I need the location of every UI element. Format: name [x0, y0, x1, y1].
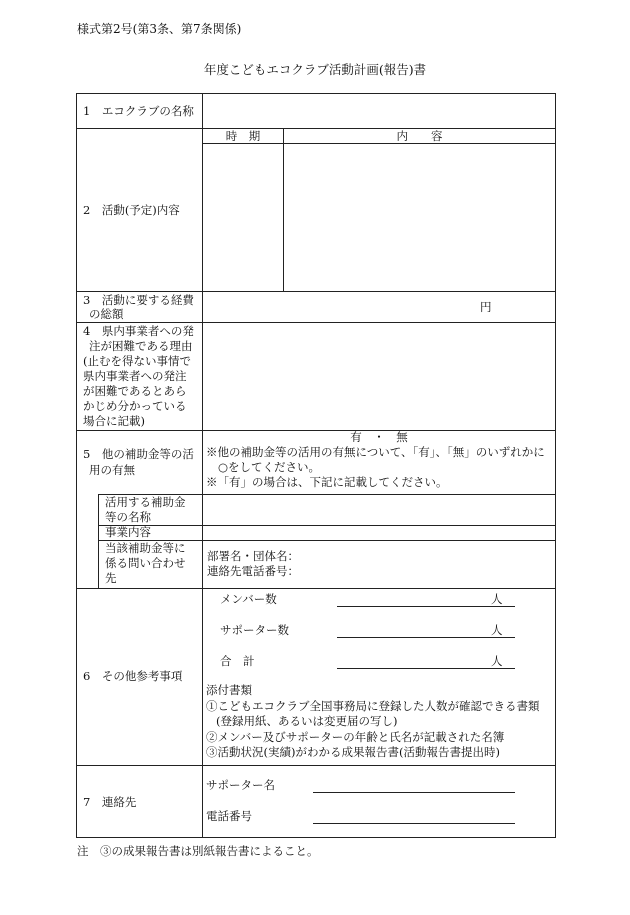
- page-title: 年度こどもエコクラブ活動計画(報告)書: [203, 62, 427, 77]
- supporter-name-label: サポーター名: [206, 778, 275, 792]
- total-cost-label: [83, 293, 194, 321]
- content-field[interactable]: [284, 144, 555, 291]
- inquiry-label-line: 当該補助金等に: [105, 541, 186, 555]
- supporter-unit: 人: [491, 623, 503, 637]
- department-field[interactable]: 部署名・団体名：: [207, 549, 299, 563]
- attachments-list: [206, 683, 540, 761]
- total-cost-label-line: 3 活動に要する経費: [83, 293, 194, 307]
- row-divider: [77, 588, 555, 589]
- subsidy-name-field[interactable]: [203, 495, 555, 525]
- supporter-count-field[interactable]: [337, 637, 515, 638]
- reason-label-line: かじめ分かっている: [83, 399, 187, 413]
- subsidy-name-label-line: 活用する補助金: [105, 495, 186, 509]
- reason-label-line: 県内事業者への発注: [83, 369, 187, 383]
- phone-field[interactable]: [313, 823, 515, 824]
- period-field[interactable]: [203, 144, 283, 291]
- phone-label: 電話番号: [206, 809, 252, 823]
- row-divider: [77, 765, 555, 766]
- project-content-label: 事業内容: [105, 525, 151, 539]
- inquiry-fields[interactable]: [207, 549, 299, 579]
- other-subsidy-label-line: 5 他の補助金等の活: [83, 447, 194, 461]
- subsidy-note-line: ○をしてください。: [218, 460, 321, 474]
- inquiry-label-line: 先: [105, 571, 117, 585]
- inquiry-label-line: 係る問い合わせ: [105, 556, 186, 570]
- form-table: [76, 93, 556, 838]
- club-name-field[interactable]: [203, 94, 555, 128]
- member-count-label: メンバー数: [220, 592, 277, 606]
- total-cost-field[interactable]: [203, 292, 555, 322]
- other-subsidy-label-line: 用の有無: [89, 463, 135, 477]
- reference-label: 6 その他参考事項: [83, 669, 183, 683]
- subsidy-note: [206, 445, 545, 490]
- other-subsidy-label: [83, 446, 194, 478]
- project-content-field[interactable]: [203, 526, 555, 540]
- subsidy-note-line: ※「有」の場合は、下記に記載してください。: [206, 475, 448, 489]
- supporter-count-label: サポーター数: [220, 623, 289, 637]
- reason-label-line: 場合に記載): [83, 414, 145, 428]
- attachment-item: ③活動状況(実績)がわかる成果報告書(活動報告書提出時): [206, 745, 500, 759]
- activity-content-label: 2 活動(予定)内容: [83, 203, 180, 217]
- total-unit: 人: [491, 654, 503, 668]
- reason-label-line: 注が困難である理由: [89, 339, 193, 353]
- subsidy-name-label-line: 等の名称: [105, 510, 151, 524]
- contact-label: 7 連絡先: [83, 795, 137, 809]
- reason-label: [83, 324, 194, 429]
- reason-label-line: 4 県内事業者への発: [83, 324, 194, 338]
- reason-label-line: が困難であるとあら: [83, 384, 187, 398]
- period-header: 時 期: [225, 129, 261, 143]
- reason-label-line: (止むを得ない事情で: [83, 354, 191, 368]
- total-count-field[interactable]: [337, 668, 515, 669]
- footnote: 注 ③の成果報告書は別紙報告書によること。: [77, 844, 319, 858]
- contact-phone-field[interactable]: 連絡先電話番号：: [207, 564, 299, 578]
- reason-field[interactable]: [203, 323, 555, 430]
- total-count-label: 合 計: [220, 654, 255, 668]
- inquiry-label: [105, 541, 186, 586]
- member-unit: 人: [491, 592, 503, 606]
- attachment-item: ①こどもエコクラブ全国事務局に登録した人数が確認できる書類: [206, 698, 540, 713]
- supporter-name-field[interactable]: [313, 792, 515, 793]
- total-cost-label-line: の総額: [89, 307, 124, 321]
- subsidy-choice[interactable]: 有 ・ 無: [350, 430, 408, 444]
- attachment-item-note: (登録用紙、あるいは変更届の写し): [216, 714, 398, 728]
- club-name-label: 1 エコクラブの名称: [83, 104, 194, 118]
- attachment-item: ②メンバー及びサポーターの年齢と氏名が記載された名簿: [206, 729, 505, 744]
- yen-unit: 円: [480, 300, 492, 314]
- content-header: 内 容: [396, 129, 443, 143]
- attachments-title: 添付書類: [206, 683, 252, 697]
- member-count-field[interactable]: [337, 606, 515, 607]
- form-number: 様式第2号(第3条、第7条関係): [77, 22, 242, 36]
- subsidy-note-line: ※他の補助金等の活用の有無について、「有」、「無」のいずれかに: [206, 445, 545, 459]
- column-divider: [98, 494, 99, 588]
- subsidy-name-label: [105, 495, 186, 525]
